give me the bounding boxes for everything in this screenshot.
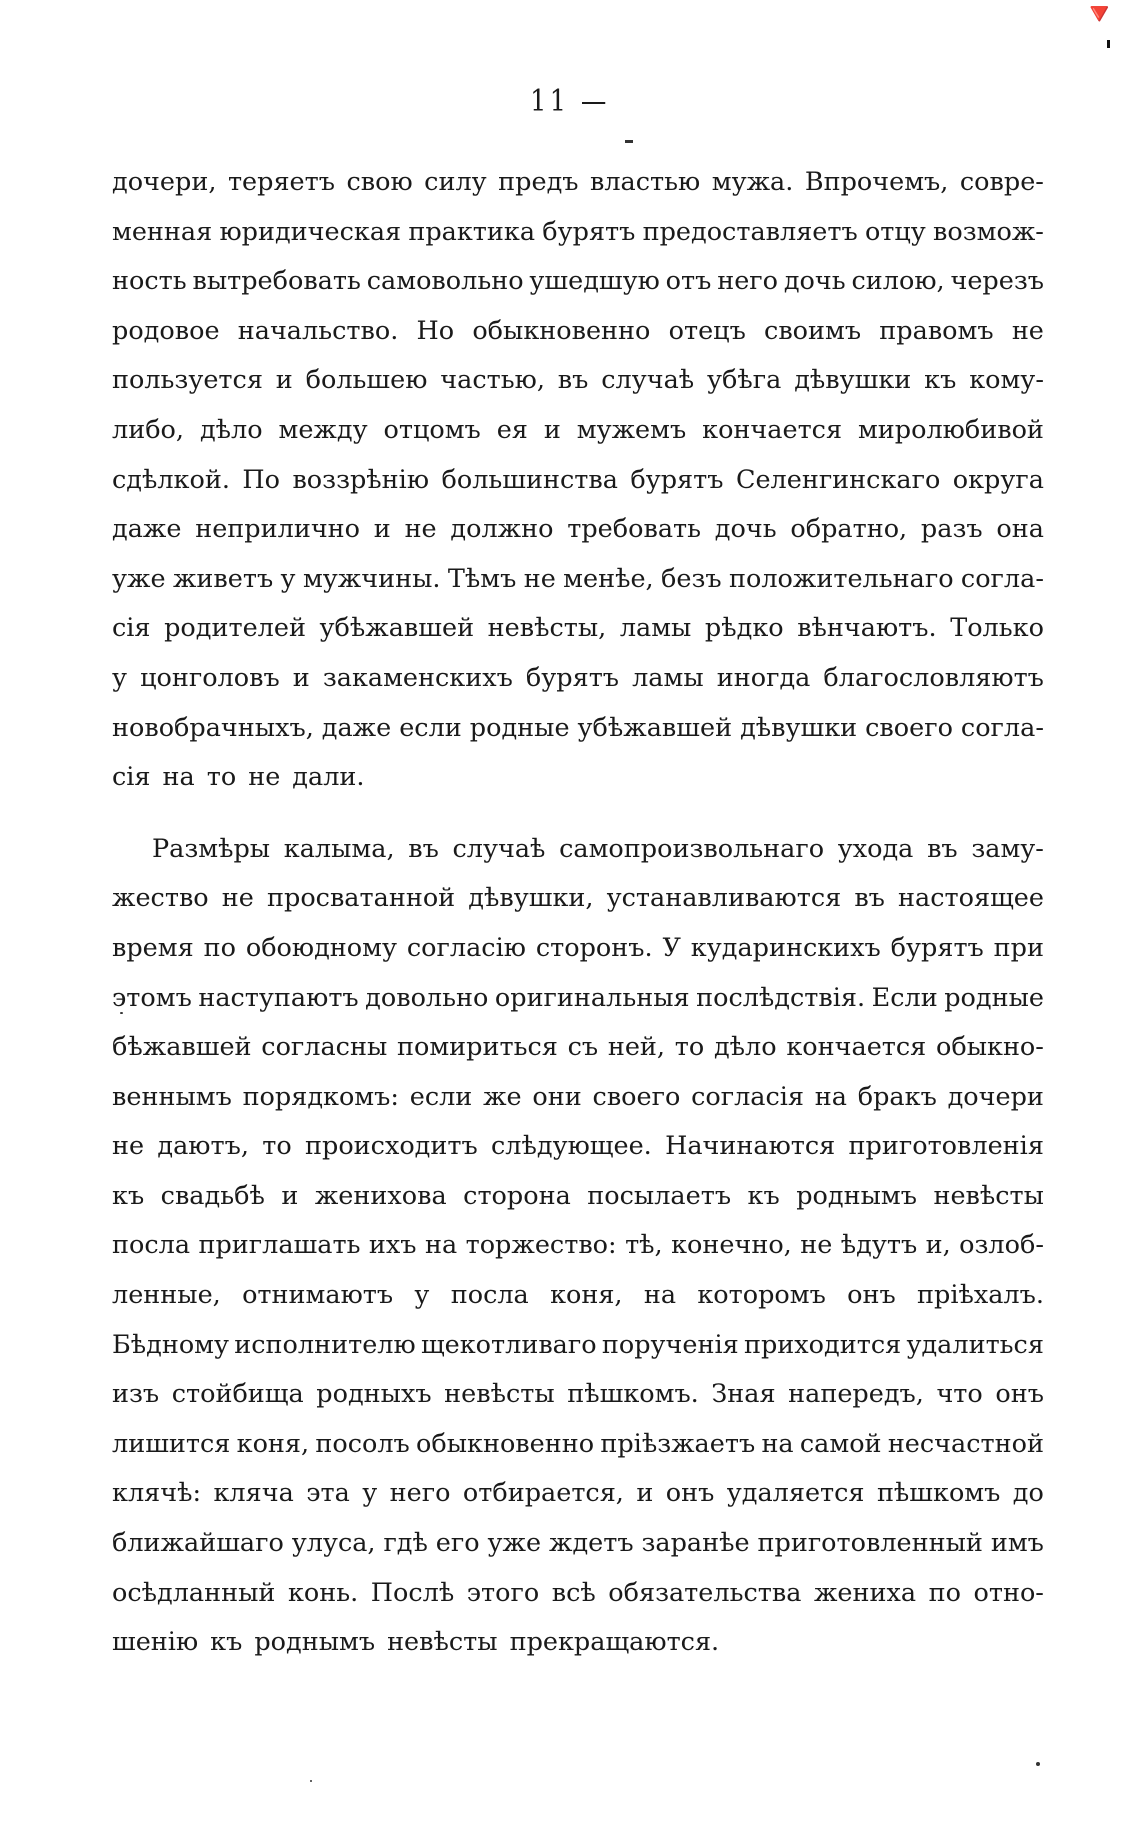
text-line: Размѣры калыма, въ случаѣ самопроизвольнаго ухода въ заму- [152, 833, 1044, 864]
text-line: осѣдланный конь. Послѣ этого всѣ обязательства жениха по отно- [112, 1577, 1044, 1608]
text-line: сія на то не дали. [112, 762, 365, 793]
text-line: родовое начальство. Но обыкновенно отецъ своимъ правомъ не [112, 315, 1044, 346]
text-line: клячѣ: кляча эта у него отбирается, и онъ удаляется пѣшкомъ до [112, 1478, 1044, 1509]
page-number: 11 [530, 84, 570, 119]
text-line: веннымъ порядкомъ: если же они своего согласія на бракъ дочери [112, 1081, 1044, 1112]
body-text [112, 158, 1044, 1668]
ink-speck [310, 1780, 312, 1782]
text-line: не даютъ, то происходитъ слѣдующее. Начинаются приготовленія [112, 1131, 1044, 1162]
page-header [86, 84, 1055, 119]
text-line: посла приглашать ихъ на торжество: тѣ, конечно, не ѣдутъ и, озлоб- [112, 1230, 1044, 1261]
paragraph-1 [112, 158, 1044, 803]
text-line: ность вытребовать самовольно ушедшую отъ него дочь силою, черезъ [112, 266, 1044, 297]
ink-speck [1036, 1762, 1040, 1766]
corner-ink-mark: 🔻 [1080, 0, 1118, 32]
text-line: менная юридическая практика бурятъ предоставляетъ отцу возмож- [112, 216, 1044, 247]
text-line: жество не просватанной дѣвушки, устанавливаются въ настоящее [112, 883, 1044, 914]
text-line: пользуется и большею частью, въ случаѣ убѣга дѣвушки къ кому- [112, 365, 1044, 396]
text-line: шенію къ роднымъ невѣсты прекращаются. [112, 1627, 720, 1658]
text-line: у цонголовъ и закаменскихъ бурятъ ламы иногда благословляютъ [112, 662, 1044, 693]
text-line: изъ стойбища родныхъ невѣсты пѣшкомъ. Зная напередъ, что онъ [112, 1379, 1044, 1410]
text-line: бѣжавшей согласны помириться съ ней, то дѣло кончается обыкно- [112, 1032, 1044, 1063]
text-line: новобрачныхъ, даже если родные убѣжавшей дѣвушки своего согла- [112, 712, 1044, 743]
ink-tick [625, 140, 633, 143]
text-line: сія родителей убѣжавшей невѣсты, ламы рѣдко вѣнчаютъ. Только [112, 613, 1044, 644]
text-line: даже неприлично и не должно требовать дочь обратно, разъ она [112, 514, 1044, 545]
text-line: дочери, теряетъ свою силу предъ властью мужа. Впрочемъ, совре- [112, 167, 1044, 197]
paragraph-2 [112, 825, 1044, 1668]
header-dash: — [580, 84, 610, 119]
text-line: время по обоюдному согласію сторонъ. У кударинскихъ бурятъ при [112, 932, 1044, 963]
text-line: лишится коня, посолъ обыкновенно пріѣзжаетъ на самой несчастной [112, 1428, 1044, 1459]
corner-ink-dot [1107, 40, 1110, 48]
ink-speck [120, 1012, 123, 1014]
text-line: ближайшаго улуса, гдѣ его уже ждетъ заранѣе приготовленный имъ [112, 1528, 1044, 1559]
text-line: этомъ наступаютъ довольно оригинальныя послѣдствія. Если родные [112, 982, 1044, 1013]
text-line: ленные, отнимаютъ у посла коня, на которомъ онъ пріѣхалъ. [112, 1280, 1044, 1311]
text-line: либо, дѣло между отцомъ ея и мужемъ кончается миролюбивой [112, 414, 1044, 445]
text-line: уже живетъ у мужчины. Тѣмъ не менѣе, безъ положительнаго согла- [112, 563, 1044, 594]
text-line: сдѣлкой. По воззрѣнію большинства бурятъ Селенгинскаго округа [112, 464, 1044, 495]
text-line: Бѣдному исполнителю щекотливаго порученія приходится удалиться [112, 1329, 1044, 1360]
text-line: къ свадьбѣ и женихова сторона посылаетъ къ роднымъ невѣсты [112, 1180, 1044, 1211]
